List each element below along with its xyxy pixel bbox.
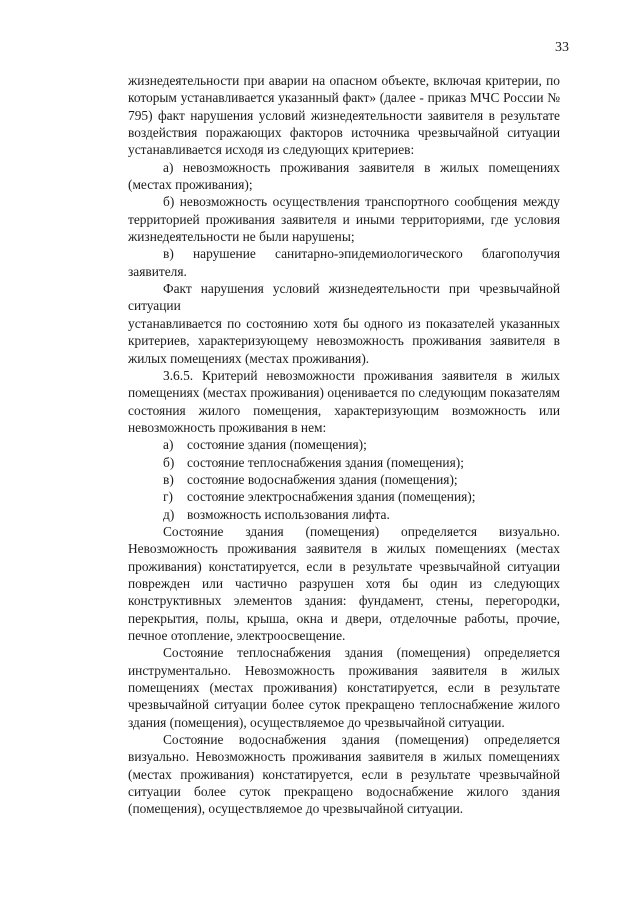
- list-item: [128, 488, 560, 505]
- paragraph: Факт нарушения условий жизнедеятельности при чрезвычайной ситуации: [128, 281, 560, 314]
- list-item: [128, 454, 560, 471]
- paragraph: Состояние здания (помещения) определяется визуально. Невозможность проживания заявителя в жилых помещениях (местах проживания) констатируется, если в результате чрезвычайной ситуации поврежден или частично разрушен хотя бы один из следующих конструктивных элементов здания: фундамент, стены, перегородки, перекрытия, полы, крыша, окна и двери, отделочные работы, прочие, печное отопление, электроосвещение.: [128, 523, 560, 643]
- criterion-c: в) нарушение санитарно-эпидемиологического благополучия заявителя.: [128, 246, 560, 279]
- paragraph: Состояние водоснабжения здания (помещения) определяется визуально. Невозможность проживания заявителя в жилых помещениях (местах проживания) констатируется, если в результате чрезвычайной ситуации более суток прекращено водоснабжение жилого здания (помещения), осуществляемое до чрезвычайной ситуации.: [128, 732, 560, 817]
- list-item: [128, 471, 560, 488]
- list-item: [128, 506, 560, 523]
- page-number: 33: [555, 40, 569, 55]
- list-item: [128, 436, 560, 453]
- paragraph: устанавливается по состоянию хотя бы одного из показателей указанных критериев, характеризующему невозможность проживания заявителя в жилых помещениях (местах проживания).: [128, 315, 560, 366]
- paragraph: Состояние теплоснабжения здания (помещения) определяется инструментально. Невозможность проживания заявителя в жилых помещениях (местах проживания) констатируется, если в результате чрезвычайной ситуации более суток прекращено теплоснабжение жилого здания (помещения), осуществляемое до чрезвычайной ситуации.: [128, 645, 560, 730]
- list-item-text: состояние теплоснабжения здания (помещения);: [187, 454, 464, 470]
- criterion-b: б) невозможность осуществления транспортного сообщения между территорией проживания заявителя и иными территориями, где условия жизнедеятельности не были нарушены;: [128, 194, 560, 245]
- list-marker: д): [163, 506, 175, 522]
- paragraph: жизнедеятельности при аварии на опасном объекте, включая критерии, по которым устанавливается указанный факт» (далее - приказ МЧС России № 795) факт нарушения условий жизнедеятельности заявителя в результате воздействия поражающих факторов источника чрезвычайной ситуации устанавливается исходя из следующих критериев:: [128, 73, 560, 158]
- list-item-text: состояние водоснабжения здания (помещения);: [187, 471, 458, 487]
- list-item-text: возможность использования лифта.: [187, 506, 390, 522]
- list-marker: г): [163, 489, 173, 505]
- list-item-text: состояние здания (помещения);: [187, 437, 367, 453]
- list-item-text: состояние электроснабжения здания (помещения);: [187, 489, 476, 505]
- criterion-a: а) невозможность проживания заявителя в жилых помещениях (местах проживания);: [128, 159, 560, 193]
- list-marker: б): [163, 454, 175, 470]
- section-3-6-5: 3.6.5. Критерий невозможности проживания заявителя в жилых помещениях (местах проживания) оценивается по следующим показателям состояния жилого помещения, характеризующим возможность или невозможность проживания в нем:: [128, 367, 560, 435]
- list-marker: а): [163, 437, 174, 453]
- document-body: [128, 72, 560, 818]
- list-marker: в): [163, 471, 174, 487]
